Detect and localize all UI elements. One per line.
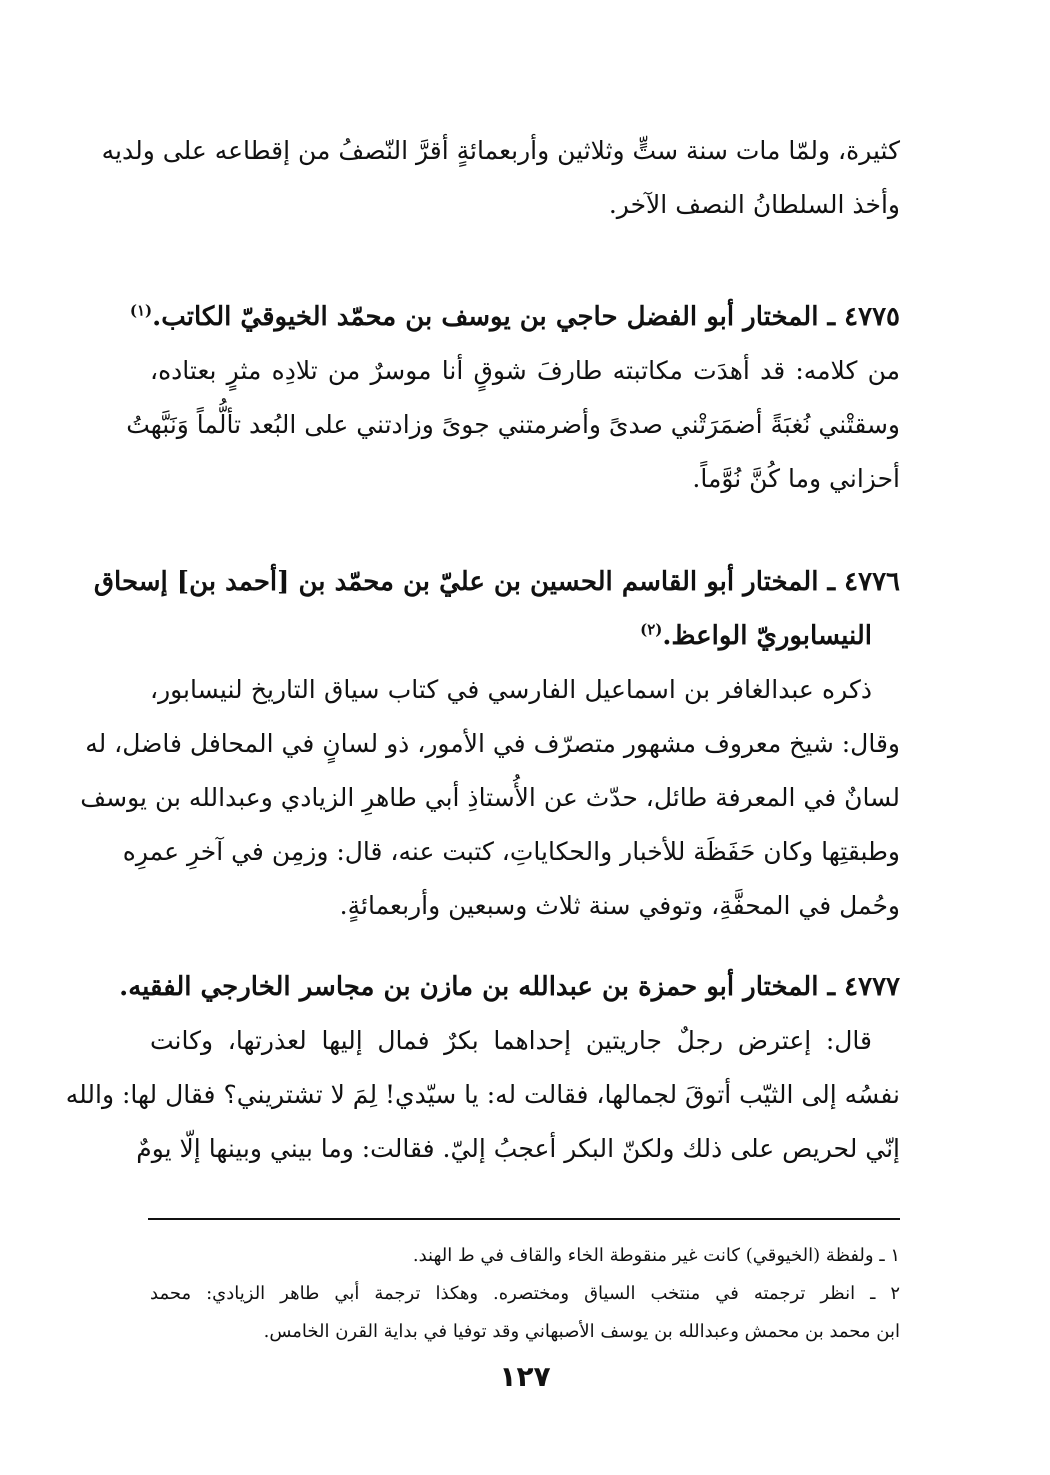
entry-heading-text: ٤٧٧٥ ـ المختار أبو الفضل حاجي بن يوسف بن محمّد الخيوقيّ الكاتب. — [152, 302, 900, 332]
text-line: كثيرة، ولمّا مات سنة ستٍّ وثلاثين وأربعمائةٍ أقرَّ النّصفُ من إقطاعه على ولديه — [101, 136, 900, 165]
paragraph-top — [101, 124, 900, 232]
text-line: لسانٌ في المعرفة طائل، حدّث عن الأُستاذِ أبي طاهرِ الزيادي وعبدالله بن يوسف — [80, 783, 900, 812]
entry-heading: ٤٧٧٧ ـ المختار أبو حمزة بن عبدالله بن مازن بن مجاسر الخارجي الفقيه. — [119, 972, 900, 1002]
text-line: نفسُه إلى الثيّب أتوقَ لجمالها، فقالت له: يا سيّدي! لِمَ لا تشتريني؟ فقال لها: والله — [65, 1080, 900, 1109]
page-number: ١٢٧ — [499, 1360, 551, 1393]
text-line: إنّي لحريص على ذلك ولكنّ البكر أعجبُ إليّ. فقالت: وما بيني وبينها إلّا يومٌ — [136, 1134, 900, 1163]
text-line: قال: إعترض رجلٌ جاريتين إحداهما بكرٌ فمال إليها لعذرتها، وكانت — [150, 1026, 872, 1055]
footnote-line: ٢ ـ انظر ترجمته في منتخب السياق ومختصره. وهكذا ترجمة أبي طاهر الزيادي: محمد — [150, 1283, 900, 1304]
footnote-line: ١ ـ ولفظة (الخيوقي) كانت غير منقوطة الخاء والقاف في ط الهند. — [412, 1245, 900, 1266]
footnote-line: ابن محمد بن محمش وعبدالله بن يوسف الأصبهاني وقد توفيا في بداية القرن الخامس. — [263, 1321, 900, 1342]
text-line: وحُمل في المحفَّةِ، وتوفي سنة ثلاث وسبعين وأربعمائةٍ. — [339, 891, 900, 920]
footnote-ref: (٢) — [640, 620, 663, 639]
text-line: أحزاني وما كُنَّ نُوَّماً. — [692, 464, 900, 493]
entry-heading: ٤٧٧٦ ـ المختار أبو القاسم الحسين بن عليّ بن محمّد بن [أحمد بن] إسحاق — [93, 567, 900, 597]
text-line: ذكره عبدالغافر بن اسماعيل الفارسي في كتاب سياق التاريخ لنيسابور، — [150, 675, 872, 704]
text-line: من كلامه: قد أهدَت مكاتبته طارفَ شوقٍ أنا موسرٌ من تلادِه مثرٍ بعتاده، — [150, 356, 900, 385]
text-line: وطبقتِها وكان حَفَظَة للأخبار والحكاياتِ، كتبت عنه، قال: وزمِن في آخرِ عمرِه — [122, 837, 900, 866]
entry-heading-cont — [150, 609, 900, 663]
entry-heading-text: النيسابوريّ الواعظ. — [662, 621, 872, 651]
text-line: وسقتْني نُغبَةً أضمَرَتْني صدىً وأضرمتني جوىً وزادتني على البُعد تألُّماً وَنَبَّهتُ — [126, 410, 900, 439]
footnotes — [150, 1237, 900, 1351]
text-line: وأخذ السلطانُ النصف الآخر. — [608, 190, 900, 219]
entry-4776 — [80, 555, 900, 933]
footnote-ref: (١) — [129, 301, 153, 320]
entry-heading — [129, 290, 900, 344]
entry-4777 — [65, 960, 900, 1176]
entry-4775 — [126, 290, 900, 506]
text-line: وقال: شيخ معروف مشهور متصرّف في الأمور، ذو لسانٍ في المحافل فاضل، له — [85, 729, 900, 758]
footnote-separator — [148, 1218, 900, 1220]
